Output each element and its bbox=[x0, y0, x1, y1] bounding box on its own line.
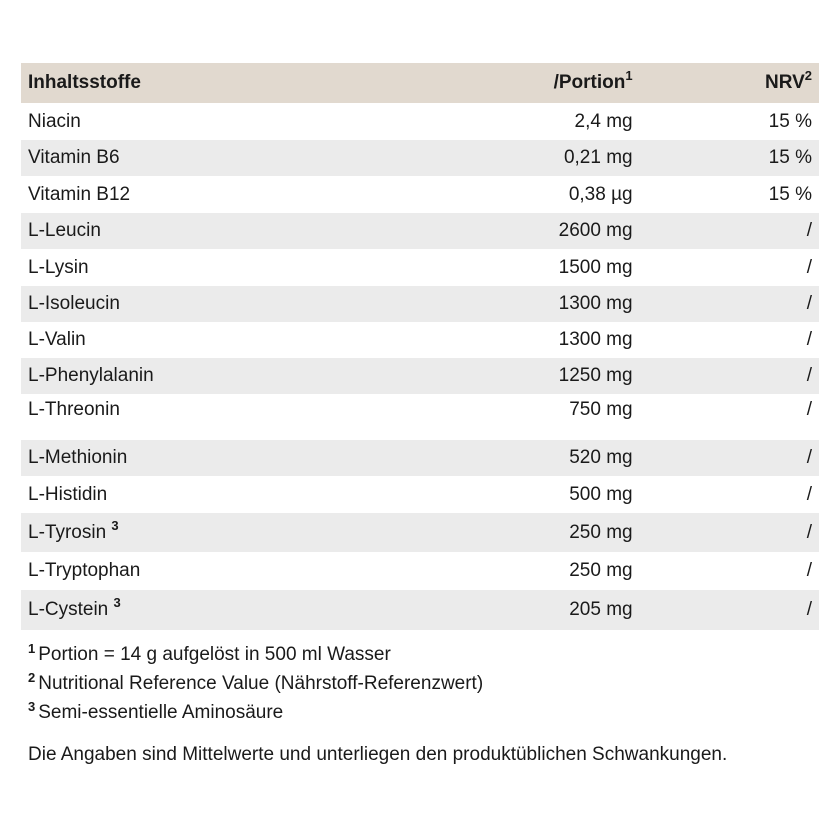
nrv-value: / bbox=[806, 329, 812, 350]
ingredient-name: L-Threonin bbox=[28, 399, 120, 420]
header-ingredients bbox=[21, 72, 444, 94]
table-header bbox=[21, 63, 819, 103]
footnote-mark: 3 bbox=[113, 595, 121, 610]
table-row bbox=[21, 140, 819, 176]
table-row bbox=[21, 394, 819, 440]
ingredient-name: L-Valin bbox=[28, 329, 86, 350]
ingredient-name: L-Tryptophan bbox=[28, 560, 141, 581]
nrv-value: / bbox=[806, 483, 812, 505]
table-row bbox=[21, 552, 819, 590]
ingredient-name: L-Methionin bbox=[28, 447, 128, 468]
nrv-value: / bbox=[806, 447, 812, 468]
portion-value: 2,4 mg bbox=[574, 110, 633, 132]
footnote-3 bbox=[28, 698, 483, 727]
ingredient-name bbox=[21, 595, 444, 621]
portion-value: 0,21 mg bbox=[563, 147, 633, 168]
footnote-mark: 1 bbox=[28, 641, 36, 656]
portion-value: 1300 mg bbox=[558, 329, 633, 350]
nrv-value: / bbox=[806, 599, 812, 620]
disclaimer: Die Angaben sind Mittelwerte und unterliegen den produktüblichen Schwankungen. bbox=[28, 744, 728, 765]
table-row bbox=[21, 176, 819, 213]
table-row bbox=[21, 440, 819, 476]
footnotes bbox=[28, 640, 483, 727]
ingredient-name: L-Leucin bbox=[28, 220, 101, 241]
portion-value: 2600 mg bbox=[558, 220, 633, 241]
footnote-mark: 2 bbox=[804, 68, 812, 83]
table-row bbox=[21, 476, 819, 513]
footnote-text: Semi-essentielle Aminosäure bbox=[38, 702, 284, 723]
nrv-value: 15 % bbox=[768, 147, 812, 168]
table-row bbox=[21, 213, 819, 249]
portion-value: 520 mg bbox=[569, 447, 633, 468]
footnote-mark: 2 bbox=[28, 670, 36, 685]
nrv-value: / bbox=[806, 399, 812, 420]
footnote-mark: 1 bbox=[625, 68, 633, 83]
table-row bbox=[21, 286, 819, 322]
ingredient-name: Niacin bbox=[28, 110, 81, 132]
portion-value: 1500 mg bbox=[558, 256, 633, 278]
portion-value: 1300 mg bbox=[558, 293, 633, 314]
footnote-mark: 3 bbox=[111, 517, 119, 533]
table-row bbox=[21, 358, 819, 394]
ingredient-name: L-Histidin bbox=[28, 483, 108, 505]
footnote-text: Portion = 14 g aufgelöst in 500 ml Wasser bbox=[38, 644, 391, 665]
ingredient-name: Vitamin B6 bbox=[28, 147, 120, 168]
portion-value: 250 mg bbox=[569, 560, 633, 581]
footnote-2 bbox=[28, 669, 483, 698]
portion-value: 205 mg bbox=[569, 599, 633, 620]
ingredient-name: L-Isoleucin bbox=[28, 293, 120, 314]
nrv-value: / bbox=[806, 256, 812, 278]
nrv-value: / bbox=[806, 220, 812, 241]
footnote-text: Nutritional Reference Value (Nährstoff-Referenzwert) bbox=[38, 673, 484, 694]
header-ingredients-label: Inhaltsstoffe bbox=[28, 72, 141, 93]
nrv-value: 15 % bbox=[768, 183, 812, 205]
nrv-value: 15 % bbox=[768, 110, 812, 132]
ingredient-name: L-Lysin bbox=[28, 256, 89, 278]
table-row bbox=[21, 513, 819, 552]
nrv-value: / bbox=[806, 365, 812, 386]
nrv-value: / bbox=[806, 560, 812, 581]
header-nrv bbox=[633, 68, 819, 94]
header-portion bbox=[444, 68, 633, 94]
header-portion-label: /Portion bbox=[553, 72, 626, 93]
footnote-mark: 3 bbox=[28, 699, 36, 714]
ingredient-label: L-Tyrosin bbox=[28, 521, 112, 543]
ingredient-label: L-Cystein bbox=[28, 599, 114, 620]
portion-value: 500 mg bbox=[569, 483, 633, 505]
nutrition-table bbox=[21, 63, 819, 630]
footnote-1 bbox=[28, 640, 483, 669]
portion-value: 750 mg bbox=[569, 399, 633, 420]
ingredient-name bbox=[21, 517, 444, 544]
nrv-value: / bbox=[806, 293, 812, 314]
ingredient-name: L-Phenylalanin bbox=[28, 365, 154, 386]
table-row bbox=[21, 590, 819, 630]
header-nrv-label: NRV bbox=[764, 72, 805, 93]
table-row bbox=[21, 322, 819, 358]
portion-value: 0,38 µg bbox=[568, 183, 633, 205]
portion-value: 250 mg bbox=[569, 521, 633, 543]
table-row bbox=[21, 249, 819, 286]
ingredient-name: Vitamin B12 bbox=[28, 183, 131, 205]
nrv-value: / bbox=[806, 521, 812, 543]
portion-value: 1250 mg bbox=[558, 365, 633, 386]
table-row bbox=[21, 103, 819, 140]
